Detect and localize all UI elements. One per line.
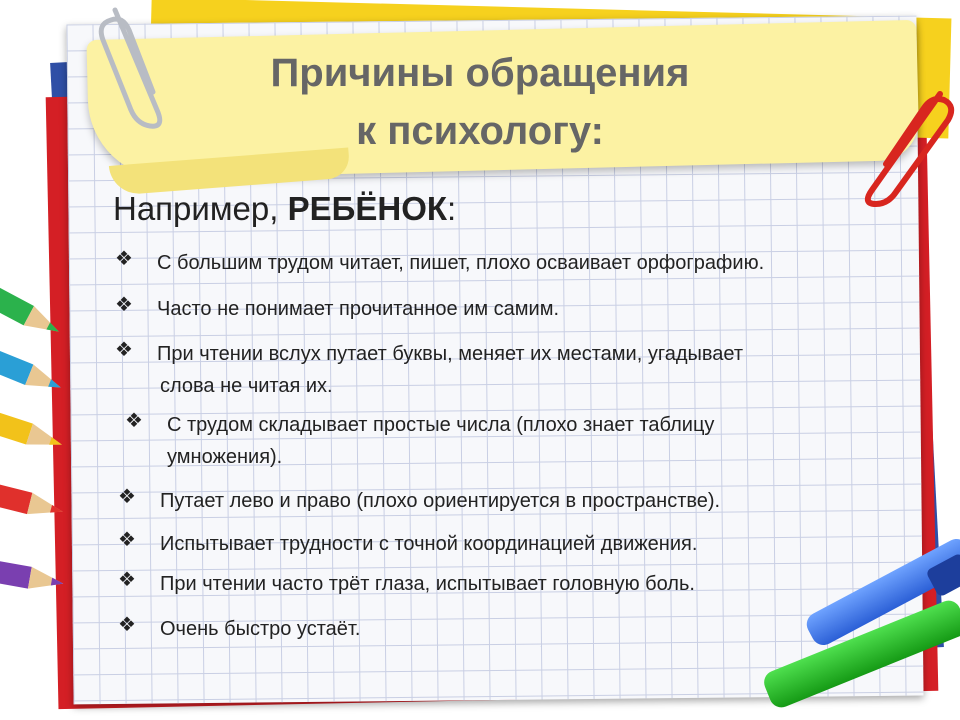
list-item-text: При чтении часто трёт глаза, испытывает головную боль.: [160, 573, 695, 595]
list-item: [115, 338, 744, 402]
list-item-text: Часто не понимает прочитанное им самим.: [157, 298, 560, 320]
list-item: [115, 247, 765, 279]
bullet-icon: ❖: [125, 410, 143, 432]
bullet-icon: ❖: [115, 339, 133, 361]
intro-prefix: Например,: [113, 190, 288, 227]
list-item: [118, 613, 361, 645]
list-item-text: Испытывает трудности с точной координацией движения.: [160, 533, 698, 555]
bullet-icon: ❖: [115, 248, 133, 270]
title-line-1: Причины обращения: [270, 51, 690, 95]
intro-suffix: :: [447, 190, 457, 227]
list-item-text: Очень быстро устаёт.: [160, 618, 361, 640]
list-item-text: С трудом складывает простые числа (плохо знает таблицу: [167, 414, 715, 436]
intro-line: [113, 190, 456, 228]
list-item: [125, 409, 715, 473]
bullet-icon: ❖: [115, 294, 133, 316]
page-title: [0, 44, 960, 160]
list-item: [115, 293, 560, 325]
list-item-text: При чтении вслух путает буквы, меняет их местами, угадывает: [157, 343, 744, 365]
bullet-icon: ❖: [118, 614, 136, 636]
list-item-continuation: слова не читая их.: [160, 375, 333, 397]
bullet-icon: ❖: [118, 569, 136, 591]
bullet-icon: ❖: [118, 486, 136, 508]
bullet-icon: ❖: [118, 529, 136, 551]
list-item: [118, 528, 698, 560]
list-item: [118, 568, 695, 600]
list-item-text: Путает лево и право (плохо ориентируется в пространстве).: [160, 490, 721, 512]
list-item-continuation: умножения).: [167, 446, 283, 468]
list-item: [118, 485, 721, 517]
intro-emphasis: РЕБЁНОК: [287, 190, 448, 227]
list-item-text: С большим трудом читает, пишет, плохо осваивает орфографию.: [157, 252, 765, 274]
title-line-2: к психологу:: [356, 109, 604, 153]
